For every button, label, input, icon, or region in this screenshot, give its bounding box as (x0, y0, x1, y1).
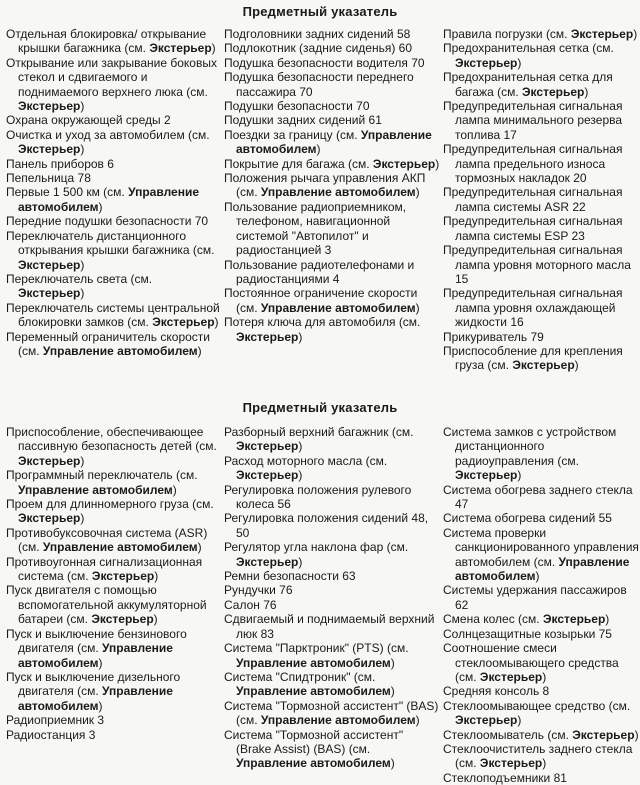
entry-tail: ) (80, 99, 85, 114)
entry-tail: ) (517, 55, 522, 70)
index-entry (224, 569, 440, 583)
entry-text: Ремни безопасности 63 (224, 569, 356, 584)
entry-text: Стеклоомывающее средство (см. (443, 698, 631, 713)
index-entry (224, 56, 440, 70)
entry-text: Система "Парктроник" (PTS) (см. (224, 641, 409, 656)
entry-tail: ) (542, 669, 547, 684)
index-entry (443, 27, 640, 41)
index-entry (6, 113, 220, 127)
index-entry (6, 214, 220, 228)
entry-reference: Экстерьер (570, 27, 634, 41)
index-entry (443, 70, 640, 99)
index-entry (224, 483, 440, 512)
index-entry (224, 583, 440, 597)
index-entry (224, 99, 440, 113)
entry-text: Пуск и выключение дизельного двигателя (см. (6, 669, 181, 699)
index-entry (224, 511, 440, 540)
entry-tail: ) (634, 727, 639, 742)
index-entry (224, 128, 440, 157)
index-entry (6, 713, 220, 727)
index-entry (224, 315, 440, 344)
entry-tail: ) (80, 286, 85, 301)
entry-text: Предупредительная сигнальная лампа минимального резерва топлива 17 (443, 99, 623, 142)
index-entry (443, 425, 640, 483)
entry-text: Панель приборов 6 (6, 156, 114, 171)
entry-text: Пользование радиоприемником, телефоном, навигационной системой "Автопилот" и радиостанцией 3 (224, 199, 407, 258)
index-entry (224, 41, 440, 55)
index-entry (6, 229, 220, 272)
entry-tail: ) (542, 756, 547, 771)
index-entry (224, 27, 440, 41)
entry-reference: Экстерьер (149, 41, 212, 56)
entry-tail: ) (98, 655, 103, 670)
entry-text: Регулятор угла наклона фар (см. (224, 540, 409, 555)
index-entry (6, 468, 220, 497)
entry-reference: Экстерьер (479, 669, 543, 684)
entry-text: Радиоприемник 3 (6, 713, 105, 728)
index-entry (443, 742, 640, 771)
entry-text: Соотношение смеси стеклоомывающего средства (см. (443, 641, 619, 684)
entry-text: Предупредительная сигнальная лампа уровня моторного масла 15 (443, 243, 631, 286)
entry-tail: ) (211, 41, 216, 56)
index-column (6, 27, 220, 358)
index-entry (443, 526, 640, 584)
entry-tail: ) (415, 300, 420, 315)
index-entry (443, 243, 640, 286)
entry-reference: Экстерьер (236, 439, 299, 454)
section-title: Предметный указатель (242, 4, 398, 19)
entry-reference: Экстерьер (479, 756, 543, 771)
entry-text: Регулировка положения рулевого колеса 56 (224, 482, 412, 512)
entry-tail: ) (316, 142, 321, 157)
entry-reference: Управление автомобилем (18, 482, 173, 497)
index-entry (443, 286, 640, 329)
entry-text: Система обогрева заднего стекла 47 (443, 482, 633, 512)
entry-reference: Управление автомобилем (260, 713, 416, 728)
entry-text: Система "Тормозной ассистент" (Brake Assist) (BAS) (см. (224, 727, 404, 756)
entry-reference: Управление автомобилем (236, 127, 432, 157)
entry-text: Подголовники задних сидений 58 (224, 27, 411, 41)
index-entry (224, 699, 440, 728)
entry-tail: ) (517, 713, 522, 728)
entry-text: Приспособление для крепления груза (см. (443, 343, 623, 373)
index-column (224, 425, 440, 771)
entry-text: Передние подушки безопасности 70 (6, 214, 209, 229)
index-entry (224, 670, 440, 699)
index-entry (443, 99, 640, 142)
index-entry (6, 272, 220, 301)
entry-text: Расход моторного масла (см. (224, 453, 388, 468)
index-entry (6, 56, 220, 114)
entry-text: Правила погрузки (см. (443, 27, 571, 41)
entry-reference: Экстерьер (522, 84, 585, 99)
entry-tail: ) (435, 156, 440, 171)
entry-text: Потеря ключа для автомобиля (см. (224, 315, 421, 330)
entry-text: Стеклоомыватель (см. (443, 727, 573, 742)
entry-tail: ) (80, 142, 85, 157)
index-entry (443, 344, 640, 373)
entry-reference: Экстерьер (455, 468, 518, 483)
entry-text: Система "Спидтроник" (см. (224, 669, 376, 684)
entry-reference: Управление автомобилем (260, 300, 416, 315)
entry-tail: ) (298, 554, 303, 569)
entry-reference: Управление автомобилем (236, 756, 391, 771)
entry-reference: Экстерьер (455, 55, 518, 70)
index-column (443, 425, 640, 785)
index-entry (224, 454, 440, 483)
index-entry (443, 699, 640, 728)
index-entry (224, 540, 440, 569)
entry-text: Подлокотник (задние сиденья) 60 (224, 41, 412, 56)
entry-reference: Управление автомобилем (18, 641, 173, 670)
index-entry (224, 258, 440, 287)
entry-tail: ) (574, 358, 579, 373)
entry-text: Предупредительная сигнальная лампа системы ASR 22 (443, 185, 623, 214)
entry-text: Прикуриватель 79 (443, 329, 544, 344)
index-entry (443, 612, 640, 626)
entry-reference: Управление автомобилем (236, 655, 391, 670)
entry-text: Охрана окружающей среды 2 (6, 113, 171, 128)
index-entry (443, 627, 640, 641)
index-entry (224, 157, 440, 171)
entry-reference: Экстерьер (18, 511, 81, 526)
index-entry (443, 214, 640, 243)
entry-text: Проем для длинномерного груза (см. (6, 497, 214, 512)
entry-tail: ) (197, 343, 202, 358)
index-entry (6, 627, 220, 670)
index-entry (6, 185, 220, 214)
entry-reference: Управление автомобилем (42, 343, 198, 358)
index-entry (6, 171, 220, 185)
entry-text: Переключатель света (см. (6, 271, 153, 286)
index-entry (443, 483, 640, 512)
entry-tail: ) (390, 756, 395, 771)
entry-text: Подушки безопасности 70 (224, 99, 370, 114)
entry-text: Системы удержания пассажиров 62 (443, 583, 627, 612)
entry-text: Система замков с устройством дистанционного радиоуправления (см. (443, 425, 617, 468)
entry-tail: ) (98, 698, 103, 713)
entry-text: Подушки задних сидений 61 (224, 113, 382, 128)
index-entry (6, 583, 220, 626)
entry-text: Покрытие для багажа (см. (224, 156, 373, 171)
entry-text: Сдвигаемый и поднимаемый верхний люк 83 (224, 612, 435, 641)
index-entry (443, 142, 640, 185)
index-entry (224, 113, 440, 127)
entry-tail: ) (172, 482, 177, 497)
entry-text: Предупредительная сигнальная лампа предельного износа тормозных накладок 20 (443, 142, 623, 186)
index-entry (443, 771, 640, 785)
entry-reference: Экстерьер (236, 468, 299, 483)
entry-reference: Экстерьер (236, 554, 299, 569)
entry-reference: Экстерьер (572, 727, 635, 742)
entry-tail: ) (415, 713, 420, 728)
index-column (224, 27, 440, 344)
entry-reference: Управление автомобилем (42, 540, 198, 555)
entry-tail: ) (154, 569, 159, 584)
entry-tail: ) (80, 453, 85, 468)
entry-reference: Экстерьер (18, 142, 81, 157)
index-entry (443, 728, 640, 742)
entry-text: Программный переключатель (см. (6, 468, 198, 483)
index-entry (224, 70, 440, 99)
entry-text: Система "Тормозной ассистент" (BAS) (см. (224, 698, 439, 728)
entry-tail: ) (80, 511, 85, 526)
index-entry (6, 497, 220, 526)
entry-text: Пуск и выключение бензинового двигателя (см. (6, 626, 187, 656)
index-entry (6, 157, 220, 171)
entry-text: Пользование радиотелефонами и радиостанциями 4 (224, 257, 415, 286)
entry-text: Противобуксовочная система (ASR) (см. (6, 525, 208, 555)
index-column (6, 425, 220, 742)
index-entry (6, 670, 220, 713)
entry-tail: ) (535, 569, 540, 584)
entry-text: Пуск двигателя с помощью вспомогательной аккумуляторной батареи (см. (6, 583, 207, 627)
index-column (443, 27, 640, 373)
entry-reference: Экстерьер (455, 713, 518, 728)
entry-text: Приспособление, обеспечивающее пассивную безопасность детей (см. (6, 425, 217, 454)
index-entry (443, 185, 640, 214)
entry-text: Регулировка положения сидений 48, 50 (224, 511, 429, 540)
index-entry (6, 27, 220, 56)
index-entry (443, 41, 640, 70)
entry-text: Система проверки санкционированного управления автомобилем (см. (443, 525, 639, 569)
entry-reference: Экстерьер (236, 329, 299, 344)
section-title: Предметный указатель (242, 400, 398, 415)
entry-tail: ) (390, 684, 395, 699)
entry-tail: ) (415, 185, 420, 200)
entry-text: Переменный ограничитель скорости (см. (6, 329, 210, 358)
entry-tail: ) (298, 439, 303, 454)
index-entry (224, 425, 440, 454)
entry-reference: Экстерьер (91, 612, 154, 627)
entry-text: Положения рычага управления АКП (см. (224, 171, 426, 200)
entry-tail: ) (298, 329, 303, 344)
entry-tail: ) (517, 468, 522, 483)
entry-tail: ) (390, 655, 395, 670)
index-entry (6, 330, 220, 359)
index-entry (443, 641, 640, 684)
entry-text: Предохранительная сетка (см. (443, 41, 614, 56)
index-entry (443, 684, 640, 698)
entry-reference: Экстерьер (512, 358, 575, 373)
entry-text: Переключатель системы центральной блокировки замков (см. (6, 300, 220, 330)
index-entry (6, 526, 220, 555)
index-entry (443, 583, 640, 612)
entry-text: Подушка безопасности водителя 70 (224, 55, 425, 70)
entry-reference: Управление автомобилем (18, 185, 200, 214)
entry-reference: Управление автомобилем (260, 185, 416, 200)
entry-text: Первые 1 500 км (см. (6, 185, 129, 200)
index-entry (224, 200, 440, 258)
entry-tail: ) (584, 84, 589, 99)
entry-tail: ) (197, 540, 202, 555)
entry-reference: Экстерьер (152, 315, 215, 330)
entry-text: Поездки за границу (см. (224, 127, 361, 142)
entry-text: Средняя консоль 8 (443, 684, 550, 699)
entry-reference: Управление автомобилем (18, 684, 173, 713)
entry-text: Подушка безопасности переднего пассажира 70 (224, 70, 414, 99)
index-entry (6, 728, 220, 742)
entry-text: Переключатель дистанционного открывания крышки багажника (см. (6, 228, 215, 258)
index-entry (224, 598, 440, 612)
index-entry (443, 511, 640, 525)
index-entry (6, 555, 220, 584)
entry-reference: Экстерьер (18, 257, 81, 272)
entry-reference: Экстерьер (18, 286, 81, 301)
entry-text: Предохранительная сетка для багажа (см. (443, 70, 613, 99)
entry-tail: ) (633, 27, 638, 41)
entry-text: Солнцезащитные козырьки 75 (443, 626, 612, 641)
entry-tail: ) (98, 199, 103, 214)
entry-text: Смена колес (см. (443, 612, 543, 627)
index-entry (443, 330, 640, 344)
entry-reference: Экстерьер (91, 569, 155, 584)
entry-text: Предупредительная сигнальная лампа уровня охлаждающей жидкости 16 (443, 286, 623, 330)
entry-reference: Управление автомобилем (455, 554, 630, 584)
entry-text: Открывание или закрывание боковых стекол и сдвигаемого и поднимаемого верхнего люка (см. (6, 55, 217, 99)
entry-tail: ) (153, 612, 158, 627)
entry-tail: ) (80, 257, 85, 272)
entry-text: Отдельная блокировка/ открывание крышки багажника (см. (6, 27, 207, 56)
entry-reference: Управление автомобилем (236, 684, 391, 699)
index-entry (224, 728, 440, 771)
index-entry (6, 425, 220, 468)
entry-tail: ) (298, 468, 303, 483)
index-entry (224, 612, 440, 641)
entry-text: Постоянное ограничение скорости (см. (224, 286, 418, 315)
entry-tail: ) (605, 612, 610, 627)
entry-text: Пепельница 78 (6, 171, 91, 186)
entry-tail: ) (214, 315, 219, 330)
entry-text: Противоугонная сигнализационная система (см. (6, 554, 203, 584)
index-entry (224, 286, 440, 315)
index-entry (224, 641, 440, 670)
entry-text: Салон 76 (224, 597, 277, 612)
entry-text: Стеклоочиститель заднего стекла (см. (443, 741, 633, 771)
entry-reference: Экстерьер (542, 612, 606, 627)
index-entry (6, 301, 220, 330)
entry-text: Система обогрева сидений 55 (443, 511, 612, 526)
entry-text: Очистка и уход за автомобилем (см. (6, 127, 210, 142)
entry-reference: Экстерьер (18, 99, 81, 114)
index-entry (224, 171, 440, 200)
index-entry (6, 128, 220, 157)
entry-reference: Экстерьер (372, 156, 436, 171)
entry-text: Стеклоподъемники 81 (443, 770, 567, 785)
entry-text: Разборный верхний багажник (см. (224, 425, 414, 439)
entry-text: Радиостанция 3 (6, 727, 96, 742)
entry-text: Предупредительная сигнальная лампа системы ESP 23 (443, 214, 623, 243)
entry-text: Рундучки 76 (224, 583, 293, 598)
entry-reference: Экстерьер (18, 453, 81, 468)
